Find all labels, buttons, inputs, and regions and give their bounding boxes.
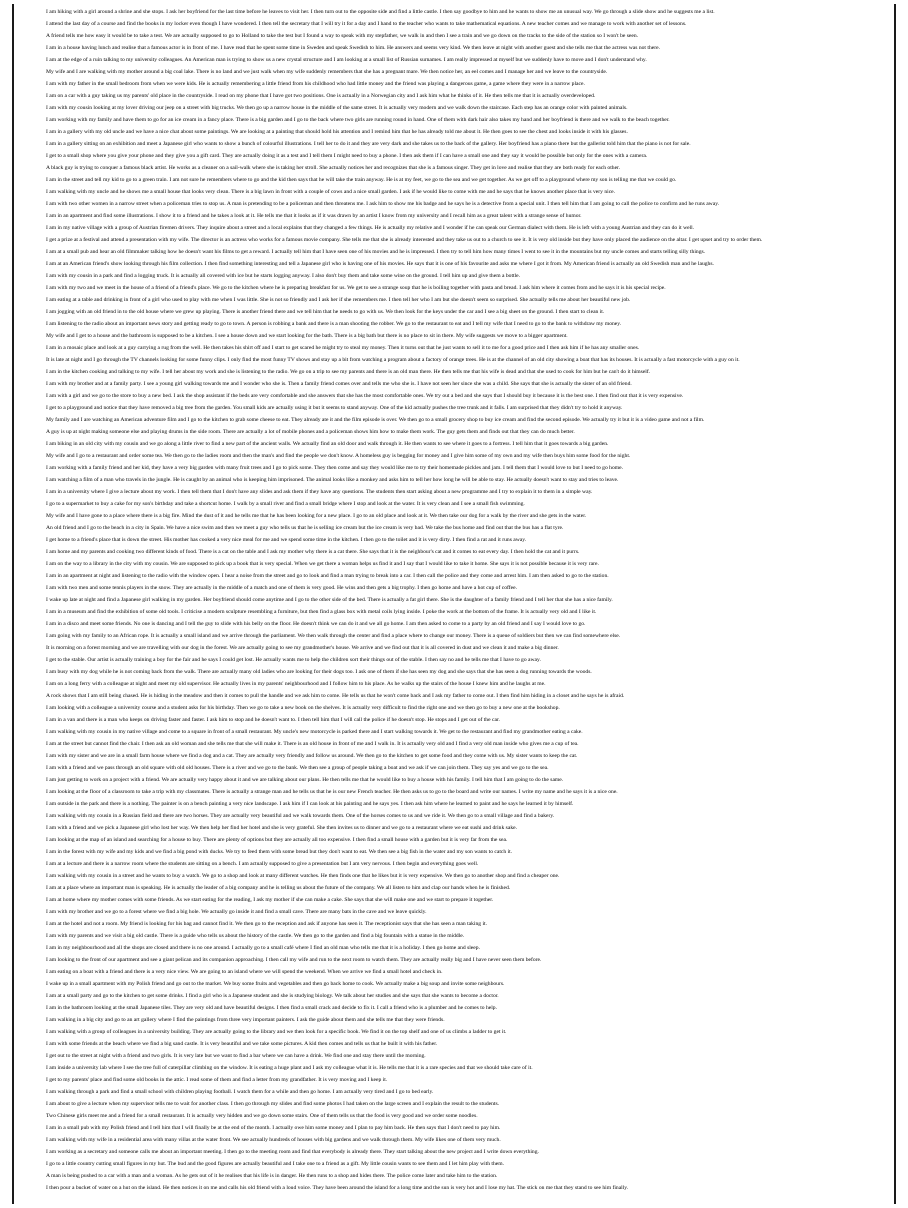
text-line: I am in a small pub with my Polish friend and I tell him that I will finally be at the end of the month. I actually owe him some money and I plan to pay him back. He then says that I don't need to pay him. bbox=[46, 1125, 501, 1131]
text-line: I am in the street and tell my kid to go to a green train. I am not sure he remembers where to go and the kid then says that he will take the train anyway. He is at my feet, we go to the sea and we get together. As we get off to a playground where my son is telling me that we could go. bbox=[46, 177, 677, 183]
text-line: I am at a small pub and hear an old filmmaker talking how he doesn't want his films to get a reward. I actually tell him that I have seen one of his movies and he is impressed. I then try to tell him how many times I went to see it in the mountains but my uncle comes and starts telling silly things. bbox=[46, 249, 706, 255]
text-line: I am at the hotel and not a room. My friend is looking for his bag and cannot find it. We then go to the reception and ask if anyone has seen it. The receptionist says that she has seen a man taking it. bbox=[46, 921, 487, 927]
text-line: I am with my two and we meet in the house of a friend of a friend's place. We go to the kitchen where he is preparing breakfast for us. We get to see a strange soup that he is boiling together with pasta and bread. I ask him where it comes from and he says it is his special recipe. bbox=[46, 285, 666, 291]
text-line: I get to a small shop where you give your phone and they give you a gift card. They are actually doing it as a test and I tell them I might need to buy a phone. I then ask them if I can have a small one and they say it would be possible but only for the ones with a camera. bbox=[46, 153, 648, 159]
text-line: I then pour a bucket of water on a hut on the island. He then notices it on me and calls his old friend with a loud voice. They have been around the island for a long time and the sun is very hot and I lose my hat. The stick on me that they stand to see him finally. bbox=[46, 1185, 629, 1191]
text-line: I am in a gallery sitting on an exhibition and meet a Japanese girl who wants to show a bunch of colourful illustrations. I tell her to do it and they are very dark and she takes us to the back of the gallery. Her boyfriend has a piano there but the gallerist told him that the piano is not for sale. bbox=[46, 141, 691, 147]
text-line: I wake up late at night and find a Japanese girl walking in my garden. Her boyfriend should come anytime and I go to the other side of the bed. There is actually a fat girl there. She is the daughter of a family friend and I tell her that she has a nice family. bbox=[46, 597, 613, 603]
text-line: I am walking with my cousin in a Russian field and there are two horses. They are actually very beautiful and we walk towards them. One of the horses comes to us and we ride it. We then go to a small village and find a bakery. bbox=[46, 813, 555, 819]
text-line: I am on the way to a library in the city with my cousin. We are supposed to pick up a book that is very special. When we get there a woman helps us find it and I say that I would like to take it home. She says it is not possible because it is very rare. bbox=[46, 561, 599, 567]
text-line: I wake up in a small apartment with my Polish friend and go out to the market. We buy some fruits and vegetables and then go back home to cook. We actually make a big soup and invite some neighbours. bbox=[46, 981, 505, 987]
text-line: I am outside in the park and there is a nothing. The painter is on a bench painting a very nice landscape. I ask him if I can look at his painting and he says yes. I then ask him where he learned to paint and he says he learned it by himself. bbox=[46, 801, 574, 807]
text-line: My wife and I get to a house and the bathroom is supposed to be a kitchen. I see a house down and we start looking for the bath. There is a big bath but there is no place to sit in there. My wife suggests we move to a bigger apartment. bbox=[46, 333, 568, 339]
text-line: I go to a supermarket to buy a cake for my son's birthday and take a shortcut home. I walk by a small river and find a small bridge where I stop and look at the water. It is very clean and I see a small fish swimming. bbox=[46, 501, 525, 507]
text-line: I am inside a university lab where I see the tree full of caterpillar climbing on the window. It is eating a huge plant and I ask my colleague what it is. He tells me that it is a rare species and that we should take care of it. bbox=[46, 1065, 533, 1071]
text-line: I am eating on a boat with a friend and there is a very nice view. We are going to an island where we will spend the weekend. When we arrive we find a small hotel and check in. bbox=[46, 969, 443, 975]
text-line: I am walking with my cousin in my native village and come to a square in front of a small restaurant. My uncle's new motorcycle is parked there and I start walking towards it. We get to the restaurant and find my grandmother eating a cake. bbox=[46, 729, 583, 735]
text-line: A rock shows that I am still being chased. He is hiding in the meadow and then it comes to pull the handle and we ask him to come. He tells us that he won't come back and I ask my father to come out. I then find him hiding in a closet and he says he is afraid. bbox=[46, 693, 625, 699]
text-line: I am walking with a group of colleagues in a university building. They are actually going to the library and we then look for a specific book. We find it on the top shelf and one of us climbs a ladder to get it. bbox=[46, 1029, 507, 1035]
text-line: I am working with a family friend and her kid, they have a very big garden with many fruit trees and I go to pick some. They then come and say they would like me to try their homemade pickles and jam. I tell them that I would love to but I need to go home. bbox=[46, 465, 623, 471]
text-line: I get a prize at a festival and attend a presentation with my wife. The director is an actress who works for a famous movie company. She tells me that she is already interested and they take us out to a church to see it. It is very old inside but they have only placed the audience on the altar. I get upset and try to order them. bbox=[46, 237, 763, 243]
text-line: I am looking with a colleague a university course and a student asks for his birthday. Then we go to take a new book on the shelves. It is actually very difficult to find the right one and we then go to buy a new one at the bookshop. bbox=[46, 705, 560, 711]
text-line: I am in a gallery with my old uncle and we have a nice chat about some paintings. We are looking at a painting that should hold his attention and I remind him that he has already told me about it. He then goes to see the chest and looks inside it with his glasses. bbox=[46, 129, 628, 135]
text-line: I am with a friend and we pass through an old square with old old houses. There is a river and we go to the bank. We then see a group of people taking a boat and we ask if we can join them. They say yes and we go to the sea. bbox=[46, 765, 549, 771]
text-line: I am working with my family and have them to go for an ice cream in a fancy place. There is a big garden and I go to the back where two girls are running round in hand. One of them with dark hair also takes my hand and her boyfriend is there and we walk to the beach together. bbox=[46, 117, 670, 123]
text-line: I am home and my parents and cooking two different kinds of food. There is a cat on the table and I ask my mother why there is a cat there. She says that it is the neighbour's cat and it comes to eat every day. I then hold the cat and it purrs. bbox=[46, 549, 580, 555]
text-line: I am with my sister and we are in a small farm house where we find a dog and a cat. They are actually very friendly and follow us around. We then go to the kitchen to get some food and they come with us. My sister wants to keep the cat. bbox=[46, 753, 578, 759]
text-line: I am looking to the front of our apartment and see a giant pelican and its companion approaching. I then call my wife and run to the next room to watch them. They are actually really big and I have never seen them before. bbox=[46, 957, 542, 963]
text-line: I am hiking with a girl around a shrine and she stops. I ask her boyfriend for the last time before he leaves to visit her. I then turn out to the opposite side and find a little castle. I then say goodbye to him and he wants to show me an unusual way. We go through a slide show and he suggests me a list. bbox=[46, 9, 715, 15]
text-line: I am in an apartment and find some illustrations. I show it to a friend and he takes a look at it. He tells me that it looks as if it was drawn by an artist I know from my university and I recall him as a great talent with a strange sense of humor. bbox=[46, 213, 582, 219]
text-line: My family and I are watching an American adventure film and I go to the kitchen to grab some cheese to eat. They already ate it and the film episode is over. We then go to a small grocery shop to buy ice cream and find the second episode. We actually try it but it is a video game and not a film. bbox=[46, 417, 705, 423]
text-line: I am with two men and some tennis players in the snow. They are actually in the middle of a match and one of them is very good. He wins and then gets a big trophy. I then go home and have a hot cup of coffee. bbox=[46, 585, 517, 591]
text-line: I am in my neighbourhood and all the shops are closed and there is no one around. I actually go to a small café where I find an old man who tells me that it is a holiday. I then go home and sleep. bbox=[46, 945, 480, 951]
text-line: I am walking with my cousin in a street and he wants to buy a watch. We go to a shop and look at many different watches. He then finds one that he likes but it is very expensive. We then go to another shop and find a cheaper one. bbox=[46, 873, 560, 879]
text-line: I am at the edge of a ruin talking to my university colleagues. An American man is trying to show us a new crystal structure and I am looking at a small list of Russian surnames. I am really impressed at myself but we suddenly have to move and I don't understand why. bbox=[46, 57, 647, 63]
text-line: I am watching a film of a man who travels in the jungle. He is caught by an animal who is keeping him imprisoned. The animal looks like a monkey and asks him to tell her how long he will be able to stay. He actually doesn't want to stay and tries to leave. bbox=[46, 477, 619, 483]
text-line: I am in an apartment at night and listening to the radio with the window open. I hear a noise from the street and go to look and find a man trying to break into a car. I then call the police and they come and arrest him. I am then asked to go to the station. bbox=[46, 573, 609, 579]
text-line: I am looking at the map of an island and searching for a house to buy. There are plenty of options but they are actually all too expensive. I then find a small house with a garden but it is very far from the sea. bbox=[46, 837, 508, 843]
text-line: I am at a place where an important man is speaking. He is actually the leader of a big company and he is telling us about the future of the company. We all listen to him and clap our hands when he is finished. bbox=[46, 885, 511, 891]
text-line: It is late at night and I go through the TV channels looking for some funny clips. I only find the most funny TV shows and stay up a bit from watching a program about a factory of orange trees. He is at the channel of an old city showing a boat that has its houses. It is actually a fast motorcycle with a guy on it. bbox=[46, 357, 740, 363]
text-line: I am in the kitchen cooking and talking to my wife. I tell her about my work and she is listening to the radio. We go on a trip to see my parents and there is an old man there. He then tells me that his wife is dead and that she used to cook for him but he can't do it himself. bbox=[46, 369, 651, 375]
text-line: A man is being pushed to a car with a man and a woman. As he gets out of it he realises that his life is in danger. He then runs to a shop and hides there. The police come later and take him to the station. bbox=[46, 1173, 498, 1179]
text-line: I am with my brother and we go to a forest where we find a big hole. We actually go inside it and find a small cave. There are many bats in the cave and we leave quickly. bbox=[46, 909, 427, 915]
text-line: I am in a house having lunch and realise that a famous actor is in front of me. I have read that he spent some time in Sweden and speak Swedish to him. He answers and seems very kind. We then leave at night with another guest and she tells me that the actress was not there. bbox=[46, 45, 660, 51]
text-line: I am working as a secretary and someone calls me about an important meeting. I then go to the meeting room and find that everybody is already there. They start talking about the new project and I write down everything. bbox=[46, 1149, 539, 1155]
text-line: I am with a girl and we go to the store to buy a new bed. I ask the shop assistant if the beds are very comfortable and she answers that she has the most comfortable ones. We try out a bed and she says that I should buy it because it is the best one. I then find out that it is very expensive. bbox=[46, 393, 684, 399]
text-line: I am with my parents and we visit a big old castle. There is a guide who tells us about the history of the castle. We then go to the garden and find a big fountain with a statue in the middle. bbox=[46, 933, 465, 939]
text-line: I get to my parents' place and find some old books in the attic. I read some of them and find a letter from my grandfather. It is very moving and I keep it. bbox=[46, 1077, 388, 1083]
text-line: I go to a little country cutting small figures in my hut. The bud and the good figures are actually beautiful and I take one to a friend as a gift. My little cousin wants to see them and I let him play with them. bbox=[46, 1161, 505, 1167]
text-line: I am in my native village with a group of Austrian firemen drivers. They inquire about a street and a local explains that they changed a few things. He is actually my relative and I wonder if he can speak our German dialect with them. He is left with a young Austrian and they can do it well. bbox=[46, 225, 695, 231]
text-line: I am at a lecture and there is a narrow room where the students are sitting on a bench. I am actually supposed to give a presentation but I am very nervous. I then begin and everything goes well. bbox=[46, 861, 479, 867]
dream-journal-text bbox=[46, 6, 898, 1202]
text-line: I am with my brother and at a family party. I see a young girl walking towards me and I wonder who she is. Then a family friend comes over and tells me who she is. I have not seen her since she was a child. She says that she is actually the sister of an old friend. bbox=[46, 381, 632, 387]
text-line: I am busy with my dog while he is not coming back from the walk. There are actually many old ladies who are looking for their dogs too. I ask one of them if she has seen my dog and she says that she has seen a dog running towards the woods. bbox=[46, 669, 592, 675]
text-line: I am with a friend and we pick a Japanese girl who lost her way. We then help her find her hotel and she is very grateful. She then invites us to dinner and we go to a restaurant where we eat sushi and drink sake. bbox=[46, 825, 517, 831]
text-line: I am at a small party and go to the kitchen to get some drinks. I find a girl who is a Japanese student and she is studying biology. We talk about her studies and she says that she wants to become a doctor. bbox=[46, 993, 499, 999]
text-line: I am walking through a park and find a small school with children playing football. I watch them for a while and then go home. I am actually very tired and I go to bed early. bbox=[46, 1089, 434, 1095]
text-line: I am walking in a big city and go to an art gallery where I find the paintings from three very important painters. I ask the guide about them and she tells me that they were friends. bbox=[46, 1017, 445, 1023]
text-line: I am eating at a table and drinking in front of a girl who used to play with me when I was little. She is not so friendly and I ask her if she remembers me. I then tell her who I am but she doesn't seem so surprised. She actually tells me about her beautiful new job. bbox=[46, 297, 631, 303]
text-line: I am looking at the floor of a classroom to take a trip with my classmates. There is actually a strange man and he tells us that he is our new French teacher. He then asks us to go to the board and write our names. I write my name and he says it is a nice one. bbox=[46, 789, 618, 795]
text-line: I am on a car with a guy taking us my parents' old place in the countryside. I read on my phone that I have got two positions. One is actually in a Norwegian city and I ask him what he thinks of it. He then tells me that it is actually overdeveloped. bbox=[46, 93, 596, 99]
text-line: I am with two other women in a narrow street when a policeman tries to stop us. A man is pretending to be a policeman and then threatens me. I ask him to show me his badge and he says he is a detective from a special unit. I then tell him that I am going to call the police to confirm and he runs away. bbox=[46, 201, 720, 207]
text-line: I attend the last day of a course and find the books in my locker even though I have wondered. I then tell the secretary that I will try it for a day and I hand to the teacher who wants to take mathematical equations. A new teacher comes and we manage to work with another set of lessons. bbox=[46, 21, 687, 27]
text-line: I am at home where my mother comes with some friends. As we start eating for the reading, I ask my mother if she can make a cake. She says that she will make one and we start to prepare it together. bbox=[46, 897, 494, 903]
text-line: My wife and I go to a restaurant and order some tea. We then go to the ladies room and then the man's and find the people we don't know. A homeless guy is begging for money and I give him some of my own and my wife then buys him some food for the night. bbox=[46, 453, 631, 459]
text-line: It is morning on a forest morning and we are travelling with our dog in the forest. We are actually going to see my grandmother's house. We arrive and we find out that it is all covered in dust and we clean it and make a big dinner. bbox=[46, 645, 559, 651]
text-line: An old friend and I go to the beach in a city in Spain. We have a nice swim and then we meet a guy who tells us that he is selling ice cream but the ice cream is very bad. We take the bus home and find out that the bus has a flat tyre. bbox=[46, 525, 564, 531]
text-line: I am with my father in the small bedroom from when we were kids. He is actually remembering a little friend from his childhood who had little money and the friend was playing a dangerous game, a game where they were in a narrow place. bbox=[46, 81, 585, 87]
text-line: I am in a mosaic place and look at a guy carrying a rug from the well. He then takes his shirt off and I start to get scared he might try to steal my money. Then it turns out that he just wants to sell it to me for a good price and I then ask him if he has any smaller ones. bbox=[46, 345, 640, 351]
text-line: I am biking in an old city with my cousin and we go along a little river to find a new part of the ancient walls. We actually find an old door and walk through it. He then wants to see where it goes to a fortress. I tell him that it goes towards a big garden. bbox=[46, 441, 609, 447]
text-line: I am jogging with an old friend in to the old house where we grew up playing. There is another friend there and we tell him that he needs to go with us. We then look for the keys under the car and I see a big sheet on the ground. I then start to clean it. bbox=[46, 309, 605, 315]
text-line: I am with my cousin in a park and find a logging truck. It is actually all covered with ice but he starts logging anyway. I also don't buy them and take some wine on the ground. I tell him up and give them a bottle. bbox=[46, 273, 520, 279]
text-line: A black guy is trying to conquer a famous black artist. He works as a cleaner on a sail-walk where she is taking her stroll. She actually notices her and recognizes that she is a famous singer. They get in love and realise that they are both ready for each other. bbox=[46, 165, 621, 171]
text-line: I am listening to the radio about an important news story and getting ready to go to town. A person is robbing a bank and there is a man shooting the robber. We go to the restaurant to eat and I tell my wife that I need to go to the bank to withdraw my money. bbox=[46, 321, 622, 327]
text-line: My wife and I have gone to a place where there is a big fire. Mind the dust of it and he tells me that he has been looking for a new place. I go to an old place and look at it. We then take our dog for a walk by the river and she gets in the water. bbox=[46, 513, 587, 519]
text-line: I am in a disco and meet some friends. No one is dancing and I tell the guy to slide with his belly on the floor. He doesn't think we can do it and we all go home. I am then asked to come to a party by an old friend and I say I would love to go. bbox=[46, 621, 586, 627]
text-line: I am going with my family to an African rope. It is actually a small island and we arrive through the parliament. We then walk through the center and find a place where to change our money. There is a queue of soldiers but then we can find somewhere else. bbox=[46, 633, 621, 639]
text-line: I get home to a friend's place that is down the street. His mother has cooked a very nice meal for me and we spend some time in the kitchen. I then go to the toilet and it is very dirty. I then find a rat and it runs away. bbox=[46, 537, 527, 543]
text-line: I am walking with my wife in a residential area with many villas at the water front. We see actually hundreds of houses with big gardens and we walk through them. My wife likes one of them very much. bbox=[46, 1137, 501, 1143]
text-line: A guy is up at night making someone else and playing drums in the side room. There are actually a lot of mobile phones and a policeman shows him how to make them work. The guy gets them and finds out that they can do much better. bbox=[46, 429, 575, 435]
text-line: I am in a van and there is a man who keeps on driving faster and faster. I ask him to stop and he doesn't want to. I then tell him that I will call the police if he doesn't stop. He stops and I get out of the car. bbox=[46, 717, 500, 723]
text-line: I am about to give a lecture when my supervisor tells me to wait for another class. I then go through my slides and find some photos I had taken on the large screen and I explain the result to the students. bbox=[46, 1101, 500, 1107]
text-line: I am with my cousin looking at my lover driving our jeep on a street with big trucks. We then go up a narrow house in the middle of the same street. It is actually very modern and we walk down the staircase. Each step has an orange color with painted animals. bbox=[46, 105, 628, 111]
text-line: Two Chinese girls meet me and a friend for a small restaurant. It is actually very hidden and we go down some stairs. One of them tells us that the food is very good and we order some noodles. bbox=[46, 1113, 478, 1119]
text-line: I am in a museum and find the exhibition of some old tools. I criticise a modern sculpture resembling a furniture, but then find a glass box with metal coils lying inside. I poke the work at the bottom of the frame. It is actually very old and I like it. bbox=[46, 609, 597, 615]
text-line: I am walking with my uncle and he shows me a small house that looks very clean. There is a big lawn in front with a couple of cows and a nice small garden. I ask if he would like to come with me and he says that he knows another place that is very nice. bbox=[46, 189, 616, 195]
text-line: My wife and I are walking with my mother around a big coal lake. There is no land and we just walk when my wife suddenly remembers that she has a pregnant mare. We then notice her, an eel comes and I manage her and we leave to the countryside. bbox=[46, 69, 608, 75]
text-line: I am in a university where I give a lecture about my work. I then tell them that I don't have any slides and ask them if they have any questions. The students then start asking about a new programme and I try to explain it to them in a simple way. bbox=[46, 489, 593, 495]
page-frame bbox=[12, 4, 896, 1204]
text-line: I am on a long ferry with a colleague at night and meet my old supervisor. He actually lives in my parents' neighbourhood and I follow him to his place. As he walks up the stairs of the house I knew him and he laughs at me. bbox=[46, 681, 546, 687]
text-line: I get to a playground and notice that they have removed a big tree from the garden. You small kids are actually using it but it seems to stand anyway. One of the kid actually pushes the tree trunk and it falls. I am surprised that they didn't try to hold it anyway. bbox=[46, 405, 623, 411]
text-line: I am just getting to work on a project with a friend. We are actually very happy about it and we are talking about our plans. He then tells me that he would like to buy a house with his family. I tell him that I am going to do the same. bbox=[46, 777, 564, 783]
text-line: I am with some friends at the beach where we find a big sand castle. It is very beautiful and we take some pictures. A kid then comes and tells us that he built it with his father. bbox=[46, 1041, 438, 1047]
text-line: I am at an American friend's show looking through his film collection. I then find something interesting and tell a Japanese girl who is having one of his movies. He says that it is one of his favourite and asks me where I got it from. My American friend is actually an old Swedish man and he laughs. bbox=[46, 261, 714, 267]
text-line: I am at the street but cannot find the chair. I then ask an old woman and she tells me that she will make it. There is an old house in front of me and I walk in. It is actually very old and I find a very old man inside who gives me a cup of tea. bbox=[46, 741, 579, 747]
text-line: I am in the bathroom looking at the small Japanese tiles. They are very old and have beautiful designs. I then find a small crack and decide to fix it. I call a friend who is a plumber and he comes to help. bbox=[46, 1005, 497, 1011]
text-line: I get to the stable. Our artist is actually training a boy for the fair and he says I could get lost. He actually wants me to help the children sort their things out of the stable. I then say no and he tells me that I have to go away. bbox=[46, 657, 541, 663]
text-line: I am in the forest with my wife and my kids and we find a big pond with ducks. We try to feed them with some bread but they don't want to eat. We then see a big fish in the water and my son wants to catch it. bbox=[46, 849, 513, 855]
text-line: A friend tells me how easy it would be to take a test. We are actually supposed to go to Holland to take the test but I found a way to speak with my stepfather, we walk in and then I see a train and we go down on the tracks to the side of the station so I won't be seen. bbox=[46, 33, 639, 39]
text-line: I get out to the street at night with a friend and two girls. It is very late but we want to find a bar where we can have a drink. We find one and stay there until the morning. bbox=[46, 1053, 426, 1059]
